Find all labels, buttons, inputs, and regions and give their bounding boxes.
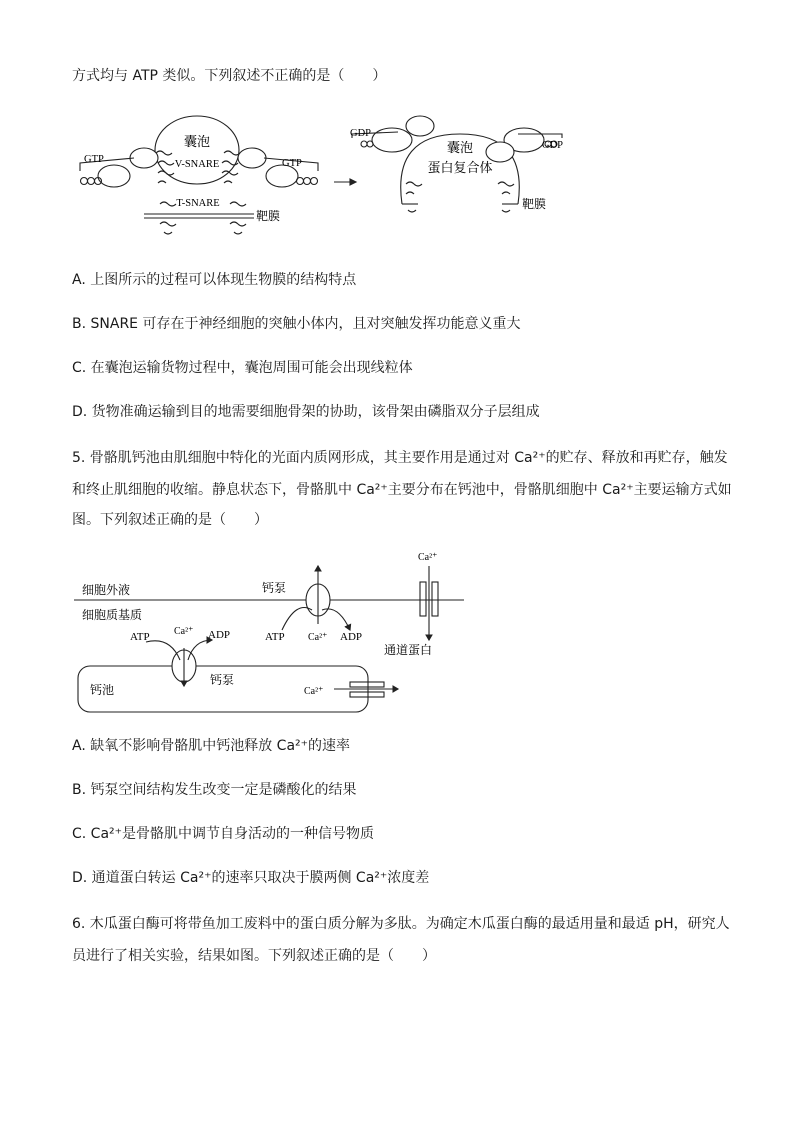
calcium-pump-top-label: 钙泵	[262, 581, 287, 595]
ca-top-pump-label: Ca²⁺	[308, 632, 328, 643]
ca-top-right-label: Ca²⁺	[418, 552, 438, 563]
q6-stem-line2: 员进行了相关实验，结果如图。下列叙述正确的是（ ）	[72, 948, 436, 964]
atp-bottom-label: ATP	[130, 631, 150, 643]
q4-option-c: C. 在囊泡运输货物过程中，囊泡周围可能会出现线粒体	[72, 360, 413, 376]
calcium-pool-label: 钙池	[90, 683, 115, 697]
q4-option-d: D. 货物准确运输到目的地需要细胞骨架的协助，该骨架由磷脂双分子层组成	[72, 404, 540, 420]
q5-stem-line2: 和终止肌细胞的收缩。静息状态下，骨骼肌中 Ca²⁺主要分布在钙池中，骨骼肌细胞中 Ca²⁺主要运输方式如	[72, 482, 732, 498]
adp-bottom-label: ADP	[208, 629, 231, 641]
adp-top-label: ADP	[340, 631, 363, 643]
vesicle-label: 囊泡	[183, 135, 211, 150]
atp-top-label: ATP	[265, 631, 285, 643]
q5-option-a: A. 缺氧不影响骨骼肌中钙池释放 Ca²⁺的速率	[72, 738, 351, 754]
q6-stem-line1: 6. 木瓜蛋白酶可将带鱼加工废料中的蛋白质分解为多肽。为确定木瓜蛋白酶的最适用量和最适 pH，研究人	[72, 916, 730, 932]
gtp-right-label: GTP	[282, 158, 302, 169]
q5-option-c: C. Ca²⁺是骨骼肌中调节自身活动的一种信号物质	[72, 826, 375, 842]
gdp-left-label: GDP	[350, 128, 372, 139]
v-snare-label: V-SNARE	[174, 159, 220, 170]
channel-protein-label: 通道蛋白	[384, 643, 433, 657]
snare-vesicle-diagram	[72, 108, 572, 240]
q4-option-b: B. SNARE 可存在于神经细胞的突触小体内，且对突触发挥功能意义重大	[72, 316, 521, 332]
target-membrane-right-label: 靶膜	[522, 197, 547, 211]
q5-stem-line3: 图。下列叙述正确的是（ ）	[72, 512, 268, 528]
q5-option-b: B. 钙泵空间结构发生改变一定是磷酸化的结果	[72, 782, 357, 798]
calcium-transport-diagram	[72, 544, 472, 716]
extracellular-label: 细胞外液	[82, 583, 131, 597]
ca-pool-channel-label: Ca²⁺	[304, 686, 324, 697]
q5-option-d: D. 通道蛋白转运 Ca²⁺的速率只取决于膜两侧 Ca²⁺浓度差	[72, 870, 430, 886]
target-membrane-left-label: 靶膜	[256, 209, 281, 223]
gtp-left-label: GTP	[84, 154, 104, 165]
ca-bottom-pump-label: Ca²⁺	[174, 626, 194, 637]
t-snare-label: T-SNARE	[176, 198, 220, 209]
cytoplasm-label: 细胞质基质	[82, 608, 143, 622]
protein-complex-label: 蛋白复合体	[427, 161, 493, 176]
calcium-pump-bottom-label: 钙泵	[210, 673, 235, 687]
complex-vesicle-label: 囊泡	[446, 141, 474, 156]
q4-option-a: A. 上图所示的过程可以体现生物膜的结构特点	[72, 272, 357, 288]
q4-stem-tail: 方式均与 ATP 类似。下列叙述不正确的是（ ）	[72, 68, 387, 84]
gdp-right-label: GDP	[542, 140, 564, 151]
q5-stem-line1: 5. 骨骼肌钙池由肌细胞中特化的光面内质网形成，其主要作用是通过对 Ca²⁺的贮存、释放和再贮存，触发	[72, 450, 728, 466]
